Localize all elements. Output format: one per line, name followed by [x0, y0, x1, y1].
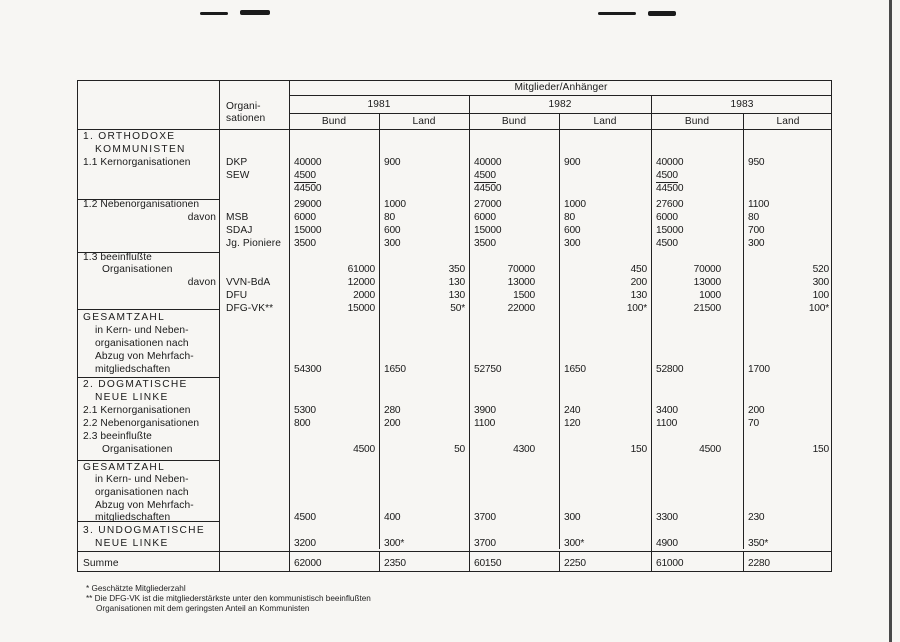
value-dfu-bund-2: 1000 — [699, 290, 721, 301]
value-dfgvk-bund-2: 21500 — [693, 303, 721, 314]
org-vvn-bda: VVN-BdA — [226, 277, 271, 288]
value-beein-bund-1: 70000 — [507, 264, 535, 275]
scan-smudge-right-2 — [648, 11, 676, 16]
value-sdaj-land-0: 600 — [384, 225, 401, 236]
value-sew-bund-0: 4500 — [294, 170, 316, 181]
value-ges2-land-0: 400 — [384, 512, 401, 523]
value-dkp-land-2: 950 — [748, 157, 765, 168]
header-year-1981: 1981 — [367, 99, 391, 110]
label-summe: Summe — [83, 558, 119, 569]
value-msb-bund-0: 6000 — [294, 212, 316, 223]
value-vvn-land-0: 130 — [448, 277, 465, 288]
value-dfgvk-bund-0: 15000 — [347, 303, 375, 314]
rule-under-years — [289, 113, 831, 114]
value-ges1-bund-1: 52750 — [474, 364, 502, 375]
rule-before-gesamt-1 — [78, 309, 219, 310]
value-ges1-bund-0: 54300 — [294, 364, 322, 375]
label-neue-linke-2: NEUE LINKE — [95, 538, 169, 549]
org-sew: SEW — [226, 170, 250, 181]
value-vvn-land-1: 200 — [630, 277, 647, 288]
value-ges2-bund-0: 4500 — [294, 512, 316, 523]
value-k21-bund-0: 5300 — [294, 405, 316, 416]
value-beein-land-0: 350 — [448, 264, 465, 275]
value-n22-land-0: 200 — [384, 418, 401, 429]
value-sdaj-land-2: 700 — [748, 225, 765, 236]
value-k21-bund-2: 3400 — [656, 405, 678, 416]
value-dfu-bund-0: 2000 — [353, 290, 375, 301]
value-summe-land-1: 2250 — [564, 558, 586, 569]
label-gesamtzahl-2: GESAMTZAHL — [83, 462, 166, 473]
label-1-3a: 1.3 beeinflußte — [83, 252, 152, 263]
header-bund-1981: Bund — [321, 116, 347, 127]
value-jgp-land-1: 300 — [564, 238, 581, 249]
value-dkp-bund-0: 40000 — [294, 157, 322, 168]
label-gesamt-2-l1: in Kern- und Neben- — [95, 474, 189, 485]
org-sdaj: SDAJ — [226, 225, 253, 236]
value-b23-land-1: 150 — [630, 444, 647, 455]
value-k21-bund-1: 3900 — [474, 405, 496, 416]
value-ges1-bund-2: 52800 — [656, 364, 684, 375]
label-gesamtzahl-1: GESAMTZAHL — [83, 312, 166, 323]
value-n22-bund-2: 1100 — [656, 418, 678, 429]
value-n22-bund-1: 1100 — [474, 418, 496, 429]
value-u3-land-0: 300* — [384, 538, 405, 549]
value-neben-bund-1: 27000 — [474, 199, 502, 210]
value-msb-bund-2: 6000 — [656, 212, 678, 223]
scan-smudge-left — [200, 12, 228, 15]
value-summe-land-0: 2350 — [384, 558, 406, 569]
value-msb-land-2: 80 — [748, 212, 759, 223]
value-dkp-bund-2: 40000 — [656, 157, 684, 168]
value-vvn-bund-2: 13000 — [693, 277, 721, 288]
footnote-1: * Geschätzte Mitgliederzahl — [86, 584, 186, 593]
header-orgs-line2: sationen — [226, 113, 266, 124]
value-ges1-land-2: 1700 — [748, 364, 770, 375]
label-1-orthodoxe: 1. ORTHODOXE — [83, 131, 176, 142]
label-2-1: 2.1 Kernorganisationen — [83, 405, 191, 416]
col-divider-1983 — [651, 96, 652, 571]
value-dkp-land-1: 900 — [564, 157, 581, 168]
scan-smudge-left-2 — [240, 10, 270, 15]
value-ksum-bund-0: 44500 — [294, 183, 322, 194]
value-b23-bund-2: 4500 — [699, 444, 721, 455]
value-neben-bund-2: 27600 — [656, 199, 684, 210]
label-gesamt-2-l4: mitgliedschaften — [95, 512, 171, 523]
value-k21-land-1: 240 — [564, 405, 581, 416]
value-u3-bund-1: 3700 — [474, 538, 496, 549]
value-dfu-land-1: 130 — [630, 290, 647, 301]
org-dkp: DKP — [226, 157, 248, 168]
value-jgp-land-2: 300 — [748, 238, 765, 249]
header-orgs-line1: Organi- — [226, 101, 261, 112]
value-summe-bund-2: 61000 — [656, 558, 684, 569]
header-land-1982: Land — [593, 116, 617, 127]
value-dfu-land-2: 100 — [812, 290, 829, 301]
value-jgp-bund-2: 4500 — [656, 238, 678, 249]
value-vvn-bund-1: 13000 — [507, 277, 535, 288]
value-sdaj-bund-0: 15000 — [294, 225, 322, 236]
org-msb: MSB — [226, 212, 249, 223]
value-n22-land-2: 70 — [748, 418, 759, 429]
header-bund-1982: Bund — [501, 116, 527, 127]
value-n22-land-1: 120 — [564, 418, 581, 429]
value-jgp-land-0: 300 — [384, 238, 401, 249]
rule-section-1 — [78, 129, 831, 130]
value-b23-land-2: 150 — [812, 444, 829, 455]
value-b23-bund-0: 4500 — [353, 444, 375, 455]
value-k21-land-2: 200 — [748, 405, 765, 416]
rule-before-section-2 — [78, 377, 219, 378]
col-divider-summe-1981 — [379, 551, 380, 571]
value-ges2-bund-2: 3300 — [656, 512, 678, 523]
value-neben-land-0: 1000 — [384, 199, 406, 210]
value-dfgvk-land-1: 100* — [626, 303, 647, 314]
value-u3-bund-0: 3200 — [294, 538, 316, 549]
value-beein-bund-2: 70000 — [693, 264, 721, 275]
value-dfu-bund-1: 1500 — [513, 290, 535, 301]
label-3-undogmatische: 3. UNDOGMATISCHE — [83, 525, 205, 536]
value-summe-bund-1: 60150 — [474, 558, 502, 569]
label-neue-linke-1: NEUE LINKE — [95, 392, 169, 403]
value-sew-bund-1: 4500 — [474, 170, 496, 181]
value-sdaj-bund-1: 15000 — [474, 225, 502, 236]
label-gesamt-1-l3: Abzug von Mehrfach- — [95, 351, 194, 362]
label-davon-2: davon — [187, 277, 216, 288]
label-1-2: 1.2 Nebenorganisationen — [83, 199, 200, 210]
col-divider-1982b — [559, 114, 560, 549]
value-vvn-land-2: 300 — [812, 277, 829, 288]
label-kommunisten: KOMMUNISTEN — [95, 144, 186, 155]
value-ges1-land-1: 1650 — [564, 364, 586, 375]
value-dfgvk-land-2: 100* — [808, 303, 829, 314]
value-b23-bund-1: 4300 — [513, 444, 535, 455]
value-ges2-bund-1: 3700 — [474, 512, 496, 523]
value-ges2-land-2: 230 — [748, 512, 765, 523]
col-divider-1981 — [379, 114, 380, 549]
value-dkp-bund-1: 40000 — [474, 157, 502, 168]
header-land-1983: Land — [776, 116, 800, 127]
label-1-1: 1.1 Kernorganisationen — [83, 157, 191, 168]
value-jgp-bund-0: 3500 — [294, 238, 316, 249]
membership-table — [77, 80, 832, 572]
value-summe-bund-0: 62000 — [294, 558, 322, 569]
label-2-dogmatische: 2. DOGMATISCHE — [83, 379, 188, 390]
value-sew-bund-2: 4500 — [656, 170, 678, 181]
value-neben-land-1: 1000 — [564, 199, 586, 210]
value-sdaj-land-1: 600 — [564, 225, 581, 236]
value-msb-land-0: 80 — [384, 212, 395, 223]
col-divider-1983b — [743, 114, 744, 549]
value-dfgvk-bund-1: 22000 — [507, 303, 535, 314]
value-vvn-bund-0: 12000 — [347, 277, 375, 288]
header-year-1982: 1982 — [548, 99, 572, 110]
rule-under-top-header — [289, 95, 831, 96]
rule-before-summe — [78, 551, 831, 552]
col-divider-summe-1983 — [743, 551, 744, 571]
col-divider-1982 — [469, 96, 470, 571]
value-beein-bund-0: 61000 — [347, 264, 375, 275]
value-u3-land-2: 350* — [748, 538, 769, 549]
label-gesamt-1-l2: organisationen nach — [95, 338, 189, 349]
col-divider-summe-1982 — [559, 551, 560, 571]
value-jgp-bund-1: 3500 — [474, 238, 496, 249]
value-ges1-land-0: 1650 — [384, 364, 406, 375]
label-gesamt-1-l1: in Kern- und Neben- — [95, 325, 189, 336]
label-davon-1: davon — [187, 212, 216, 223]
value-neben-land-2: 1100 — [748, 199, 770, 210]
col-divider-orgs — [219, 81, 220, 571]
value-sdaj-bund-2: 15000 — [656, 225, 684, 236]
label-2-3b: Organisationen — [102, 444, 173, 455]
value-msb-land-1: 80 — [564, 212, 575, 223]
org-dfg-vk: DFG-VK** — [226, 303, 274, 314]
label-2-2: 2.2 Nebenorganisationen — [83, 418, 200, 429]
value-ksum-bund-1: 44500 — [474, 183, 502, 194]
value-summe-land-2: 2280 — [748, 558, 770, 569]
value-ges2-land-1: 300 — [564, 512, 581, 523]
label-1-3b: Organisationen — [102, 264, 173, 275]
value-n22-bund-0: 800 — [294, 418, 311, 429]
value-u3-land-1: 300* — [564, 538, 585, 549]
value-ksum-bund-2: 44500 — [656, 183, 684, 194]
scan-smudge-right — [598, 12, 636, 15]
value-beein-land-1: 450 — [630, 264, 647, 275]
header-mitglieder: Mitglieder/Anhänger — [514, 82, 608, 93]
org-dfu: DFU — [226, 290, 248, 301]
value-dfu-land-0: 130 — [448, 290, 465, 301]
value-dfgvk-land-0: 50* — [450, 303, 465, 314]
label-gesamt-2-l3: Abzug von Mehrfach- — [95, 500, 194, 511]
footnote-2: ** Die DFG-VK ist die mitgliederstärkste unter den kommunistisch beeinflußten — [86, 594, 371, 603]
header-land-1981: Land — [412, 116, 436, 127]
value-u3-bund-2: 4900 — [656, 538, 678, 549]
scan-page-edge — [889, 0, 892, 642]
value-k21-land-0: 280 — [384, 405, 401, 416]
value-dkp-land-0: 900 — [384, 157, 401, 168]
label-gesamt-2-l2: organisationen nach — [95, 487, 189, 498]
value-neben-bund-0: 29000 — [294, 199, 322, 210]
rule-before-gesamt-2 — [78, 460, 219, 461]
header-bund-1983: Bund — [684, 116, 710, 127]
value-msb-bund-1: 6000 — [474, 212, 496, 223]
value-b23-land-0: 50 — [454, 444, 465, 455]
value-beein-land-2: 520 — [812, 264, 829, 275]
label-2-3a: 2.3 beeinflußte — [83, 431, 152, 442]
label-gesamt-1-l4: mitgliedschaften — [95, 364, 171, 375]
footnote-3: Organisationen mit dem geringsten Anteil an Kommunisten — [96, 604, 310, 613]
org-jg-pioniere: Jg. Pioniere — [226, 238, 281, 249]
col-divider-values — [289, 81, 290, 571]
header-year-1983: 1983 — [730, 99, 754, 110]
